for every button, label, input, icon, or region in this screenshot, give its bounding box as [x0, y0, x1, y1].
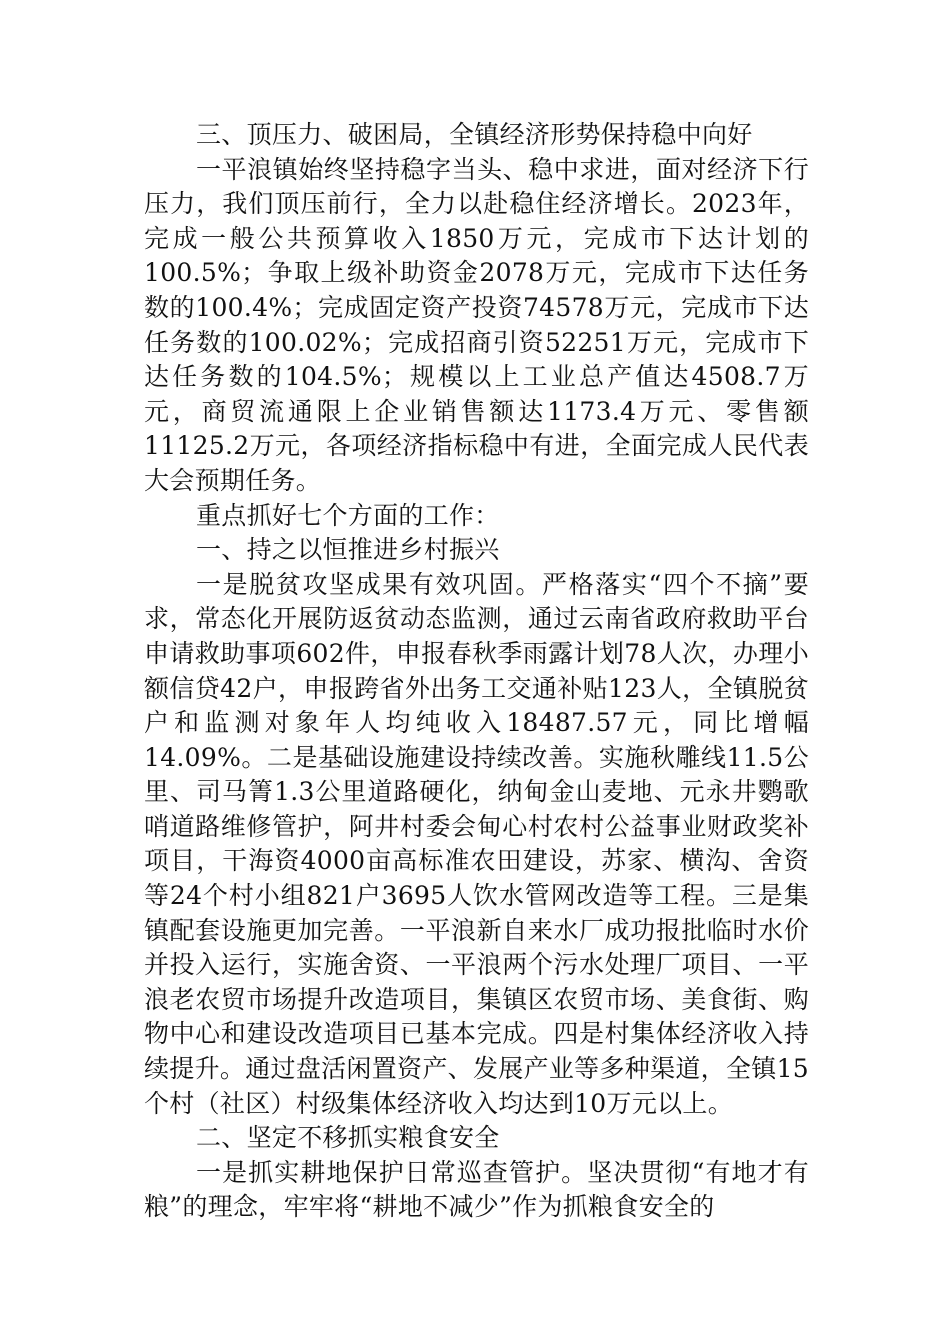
section-heading-food-security: 二、坚定不移抓实粮食安全 — [196, 1123, 500, 1153]
paragraph-key-work-intro: 重点抓好七个方面的工作： — [196, 500, 500, 530]
paragraph-economy-summary: 一平浪镇始终坚持稳字当头、稳中求进，面对经济下行压力，我们顶压前行，全力以赴稳住经济增长。2023年，完成一般公共预算收入1850万元，完成市下达计划的100.5%；争取上级补助资金2078万元，完成市下达任务数的100.4%；完成固定资产投资74578万元，完成市下达任务数的100.02%；完成招商引资52251万元，完成市下达任务数的104.5%；规模以上工业总产值达4508.7万元，商贸流通限上企业销售额达1173.4万元、零售额11125.2万元，各项经济指标稳中有进，全面完成人民代表大会预期任务。 — [144, 154, 809, 495]
paragraph-rural-revitalization: 一是脱贫攻坚成果有效巩固。严格落实“四个不摘”要求，常态化开展防返贫动态监测，通过云南省政府救助平台申请救助事项602件，申报春秋季雨露计划78人次，办理小额信贷42户，申报跨省外出务工交通补贴123人，全镇脱贫户和监测对象年人均纯收入18487.57元，同比增幅14.09%。二是基础设施建设持续改善。实施秋雕线11.5公里、司马箐1.3公里道路硬化，纳甸金山麦地、元永井鹦歌哨道路维修管护，阿井村委会甸心村农村公益事业财政奖补项目，干海资4000亩高标准农田建设，苏家、横沟、舍资等24个村小组821户3695人饮水管网改造等工程。三是集镇配套设施更加完善。一平浪新自来水厂成功报批临时水价并投入运行，实施舍资、一平浪两个污水处理厂项目、一平浪老农贸市场提升改造项目，集镇区农贸市场、美食街、购物中心和建设改造项目已基本完成。四是村集体经济收入持续提升。通过盘活闲置资产、发展产业等多种渠道，全镇15个村（社区）村级集体经济收入均达到10万元以上。 — [144, 569, 809, 1118]
section-heading-rural-revitalization: 一、持之以恒推进乡村振兴 — [196, 535, 500, 565]
document-body — [144, 118, 809, 1225]
section-heading-economy: 三、顶压力、破困局，全镇经济形势保持稳中向好 — [196, 120, 753, 149]
paragraph-food-security: 一是抓实耕地保护日常巡查管护。坚决贯彻“有地才有粮”的理念，牢牢将“耕地不减少”作为抓粮食安全的 — [144, 1157, 809, 1222]
